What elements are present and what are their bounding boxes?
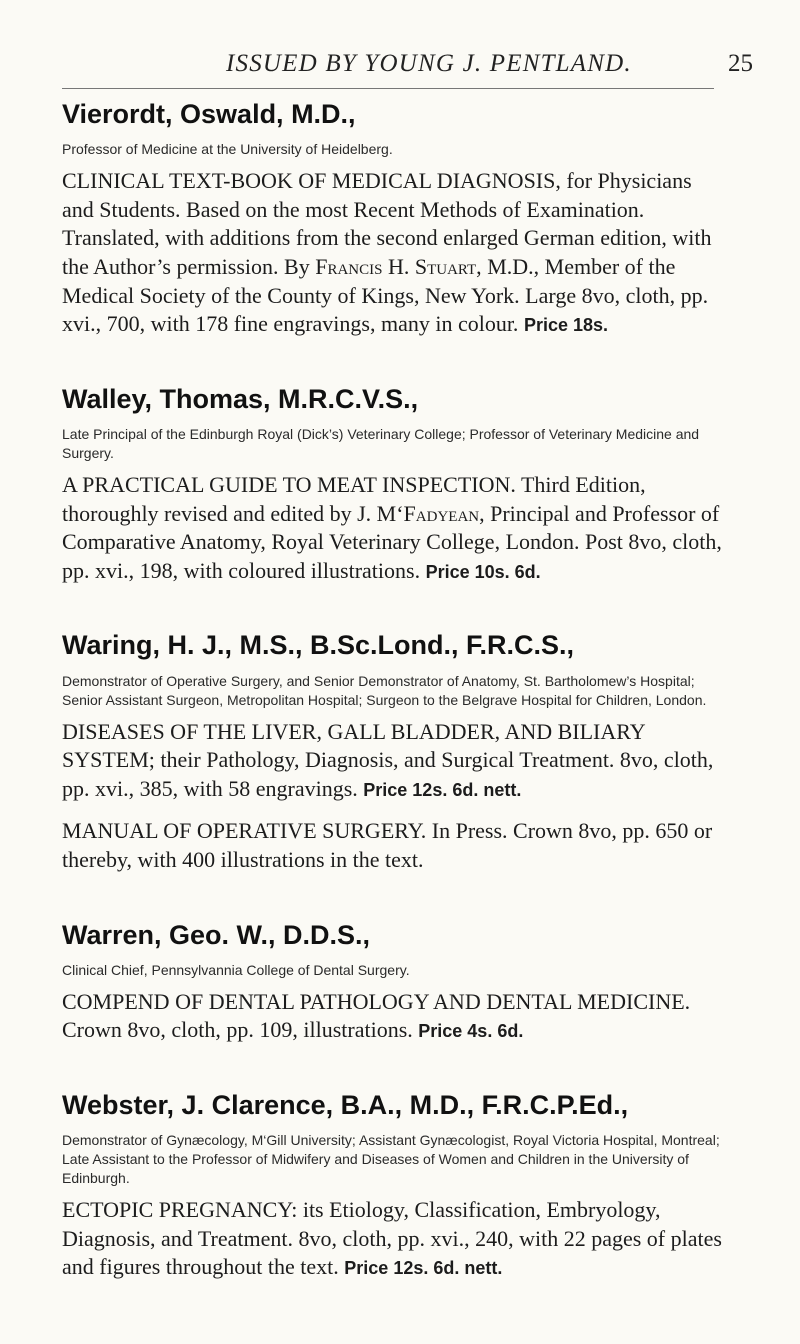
page-number: 25 xyxy=(728,50,753,77)
work-listing xyxy=(62,1196,722,1282)
work-text: MANUAL OF OPERATIVE SURGERY. In Press. Crown 8vo, pp. 650 or thereby, with 400 illustrations in the text. xyxy=(62,818,713,872)
work-text: COMPEND OF DENTAL PATHOLOGY AND DENTAL MEDICINE. Crown 8vo, cloth, pp. 109, illustrations. xyxy=(62,988,691,1043)
author-name: Waring, H. J., M.S., B.Sc.Lond., F.R.C.S., xyxy=(62,630,575,661)
work-text-continued: M.D., Member of the Medical Society of the County of Kings, New York. Large 8vo, cloth, pp. xvi., 700, with 178 fine engravings, many in colour. xyxy=(62,254,709,337)
author-name: Webster, J. Clarence, B.A., M.D., F.R.C.P.Ed., xyxy=(62,1090,629,1120)
work-text: CLINICAL TEXT-BOOK OF MEDICAL DIAGNOSIS, for Physicians and Students. Based on the most Recent Methods of Examination. Translated, with additions from the second enlarged German edition, with the Author’s permission. By xyxy=(62,168,712,280)
work-listing xyxy=(62,817,722,874)
work-listing xyxy=(62,471,722,585)
entries xyxy=(62,98,722,1326)
work-price: Price 12s. 6d. nett. xyxy=(363,779,522,800)
running-head xyxy=(0,50,800,90)
work-text: A PRACTICAL GUIDE TO MEAT INSPECTION. Third Edition, thoroughly revised and edited by J. xyxy=(62,472,646,526)
work-price: Price 18s. xyxy=(523,315,609,336)
author-name: Walley, Thomas, M.R.C.V.S., xyxy=(62,383,419,414)
running-title: ISSUED BY YOUNG J. PENTLAND. xyxy=(226,50,632,77)
work-text: DISEASES OF THE LIVER, GALL BLADDER, AND BILIARY SYSTEM; their Pathology, Diagnosis, and Surgical Treatment. 8vo, cloth, pp. xvi., 385, with 58 engravings. xyxy=(62,718,714,801)
author-name: Warren, Geo. W., D.D.S., xyxy=(62,919,371,950)
work-price: Price 12s. 6d. nett. xyxy=(344,1258,503,1279)
entry-webster xyxy=(62,1089,722,1282)
editor-name: Francis H. Stuart, xyxy=(315,254,482,280)
author-description: Demonstrator of Operative Surgery, and Senior Demonstrator of Anatomy, St. Bartholomew’s Hospital; Senior Assistant Surgeon, Metropolitan Hospital; Surgeon to the Belgrave Hospital for Children, London. xyxy=(62,672,707,708)
editor-name: M‘Fadyean, xyxy=(376,500,485,526)
work-listing xyxy=(62,718,722,804)
work-listing xyxy=(62,988,722,1045)
entry-vierordt xyxy=(62,98,722,339)
author-description: Late Principal of the Edinburgh Royal (Dick’s) Veterinary College; Professor of Veterinary Medicine and Surgery. xyxy=(62,426,700,462)
work-text: ECTOPIC PREGNANCY: its Etiology, Classification, Embryology, Diagnosis, and Treatment. 8vo, cloth, pp. xvi., 240, with 22 pages of plates and figures throughout the text. xyxy=(62,1197,722,1280)
work-price: Price 10s. 6d. xyxy=(425,561,541,582)
author-description: Clinical Chief, Pennsylvannia College of Dental Surgery. xyxy=(62,961,410,978)
author-name: Vierordt, Oswald, M.D., xyxy=(62,99,356,129)
work-text-continued: Principal and Professor of Comparative Anatomy, Royal Veterinary College, London. Post 8vo, cloth, pp. xvi., 198, with coloured illustrations. xyxy=(62,500,722,583)
entry-warren xyxy=(62,919,722,1045)
work-listing xyxy=(62,167,722,339)
entry-walley xyxy=(62,383,722,586)
work-price: Price 4s. 6d. xyxy=(418,1021,524,1042)
entry-waring xyxy=(62,629,722,874)
header-rule xyxy=(62,88,714,89)
author-description: Demonstrator of Gynæcology, M‘Gill University; Assistant Gynæcologist, Royal Victoria Hospital, Montreal; Late Assistant to the Professor of Midwifery and Diseases of Women and Children in the University of Edinburgh. xyxy=(62,1132,720,1187)
author-description: Professor of Medicine at the University of Heidelberg. xyxy=(62,141,393,158)
